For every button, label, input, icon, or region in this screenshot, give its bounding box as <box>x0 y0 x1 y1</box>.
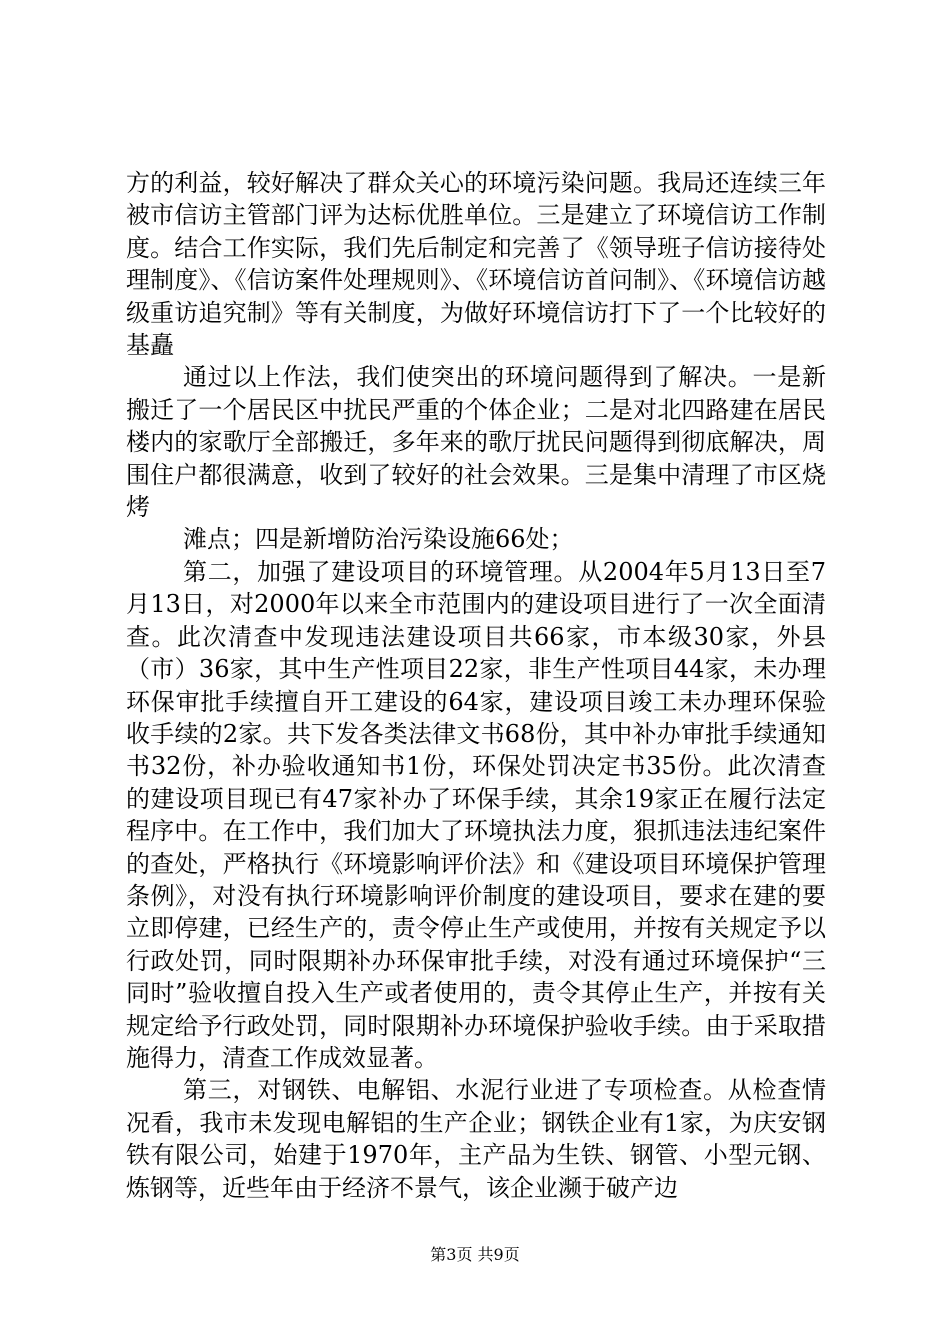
paragraph-5: 第三，对钢铁、电解铝、水泥行业进了专项检查。从检查情况看，我市未发现电解铝的生产企业；钢铁企业有1家，为庆安钢铁有限公司，始建于1970年，主产品为生铁、钢管、小型元钢、炼钢等，近些年由于经济不景气，该企业濒于破产边 <box>126 1076 826 1202</box>
paragraph-4: 第二，加强了建设项目的环境管理。从2004年5月13日至7月13日，对2000年以来全市范围内的建设项目进行了一次全面清查。此次清查中发现违法建设项目共66家，市本级30家，外县（市）36家，其中生产性项目22家，非生产性项目44家，未办理环保审批手续擅自开工建设的64家，建设项目竣工未办理环保验收手续的2家。共下发各类法律文书68份，其中补办审批手续通知书32份，补办验收通知书1份，环保处罚决定书35份。此次清查的建设项目现已有47家补办了环保手续，其余19家正在履行法定程序中。在工作中，我们加大了环境执法力度，狠抓违法违纪案件的查处，严格执行《环境影响评价法》和《建设项目环境保护管理条例》，对没有执行环境影响评价制度的建设项目，要求在建的要立即停建，已经生产的，责令停止生产或使用，并按有关规定予以行政处罚，同时限期补办环保审批手续，对没有通过环境保护“三同时”验收擅自投入生产或者使用的，责令其停止生产，并按有关规定给予行政处罚，同时限期补办环境保护验收手续。由于采取措施得力，清查工作成效显著。 <box>126 557 826 1072</box>
paragraph-2: 通过以上作法，我们使突出的环境问题得到了解决。一是新搬迁了一个居民区中扰民严重的个体企业；二是对北四路建在居民楼内的家歌厅全部搬迁，多年来的歌厅扰民问题得到彻底解决，周围住户都很满意，收到了较好的社会效果。三是集中清理了市区烧烤 <box>126 363 826 522</box>
document-body <box>126 167 826 1204</box>
paragraph-1: 方的利益，较好解决了群众关心的环境污染问题。我局还连续三年被市信访主管部门评为达标优胜单位。三是建立了环境信访工作制度。结合工作实际，我们先后制定和完善了《领导班子信访接待处理制度》、《信访案件处理规则》、《环境信访首问制》、《环境信访越级重访追究制》等有关制度，为做好环境信访打下了一个比较好的基矗 <box>126 169 826 360</box>
page-number-footer: 第3页 共9页 <box>430 1245 520 1264</box>
paragraph-3: 滩点；四是新增防治污染设施66处； <box>183 525 574 554</box>
